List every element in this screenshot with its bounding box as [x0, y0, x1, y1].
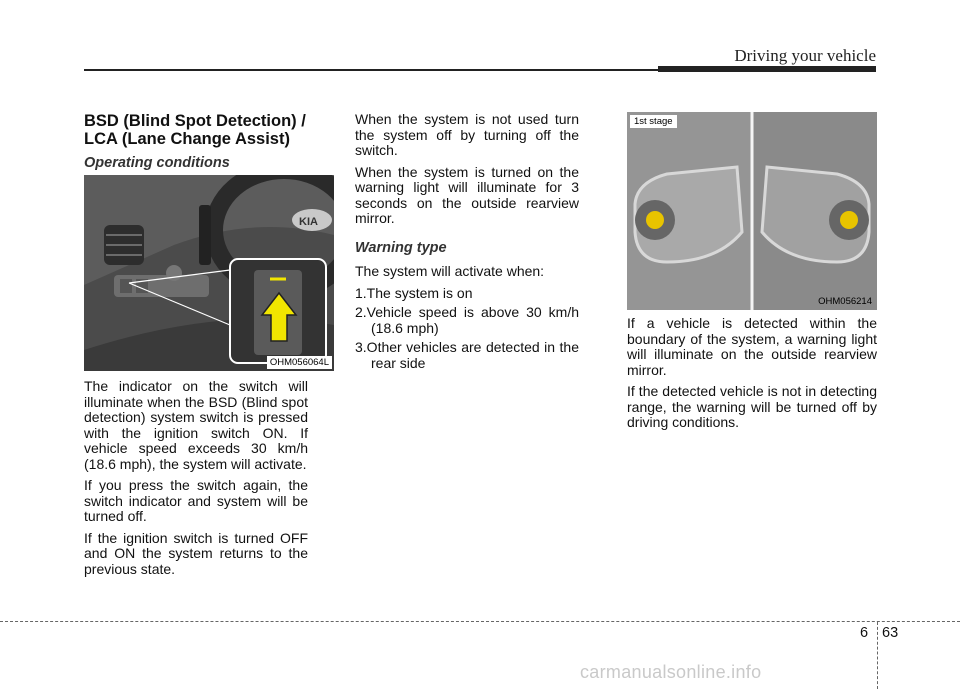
footer-rule	[0, 621, 960, 622]
paragraph: When the system is turned on the warning light will illuminate for 3 seconds on the outside rearview mirror.	[355, 163, 579, 226]
page-number: 63	[882, 625, 899, 641]
mirror-illustration	[627, 112, 877, 310]
footer-separator	[877, 622, 878, 689]
stage-label: 1st stage	[630, 115, 677, 128]
paragraph: If a vehicle is detected within the boundary of the system, a warning light will illuminate on the outside rearview mirror.	[627, 315, 877, 378]
activation-list	[355, 286, 579, 372]
paragraph: When the system is not used turn the system off by turning off the switch.	[355, 111, 579, 158]
warning-type-heading: Warning type	[355, 239, 447, 256]
watermark: carmanualsonline.info	[580, 662, 762, 682]
svg-text:KIA: KIA	[299, 216, 318, 228]
section-title: Driving your vehicle	[734, 46, 876, 65]
left-column-text	[84, 379, 308, 583]
mirror-figure	[627, 112, 877, 310]
operating-conditions-heading: Operating conditions	[84, 155, 230, 171]
paragraph: The indicator on the switch will illuminate when the BSD (Blind spot detection) system switch is pressed with the ignition switch ON. If vehicle speed exceeds 30 km/h (18.6 mph), the system will activate.	[84, 378, 308, 472]
paragraph: If you press the switch again, the switch indicator and system will be turned off.	[84, 477, 308, 524]
figure-code-right: OHM056214	[818, 296, 872, 307]
switch-figure	[84, 175, 334, 371]
header-bar	[658, 66, 876, 72]
chapter-number: 6	[860, 625, 869, 641]
section-heading: BSD (Blind Spot Detection) / LCA (Lane Change Assist)	[84, 112, 306, 148]
paragraph: The system will activate when:	[355, 263, 545, 279]
header-rule	[84, 69, 658, 71]
dashboard-illustration	[84, 175, 334, 371]
right-column-text	[627, 316, 877, 437]
paragraph: If the detected vehicle is not in detecting range, the warning will be turned off by driving conditions.	[627, 383, 877, 430]
list-item: 2.Vehicle speed is above 30 km/h (18.6 mph)	[355, 304, 579, 336]
list-item: 1.The system is on	[355, 284, 473, 301]
figure-code-left: OHM056064L	[267, 356, 332, 369]
middle-column	[355, 112, 579, 375]
list-item: 3.Other vehicles are detected in the rear side	[355, 339, 579, 371]
paragraph: If the ignition switch is turned OFF and ON the system returns to the previous state.	[84, 529, 308, 577]
left-column	[84, 112, 308, 180]
